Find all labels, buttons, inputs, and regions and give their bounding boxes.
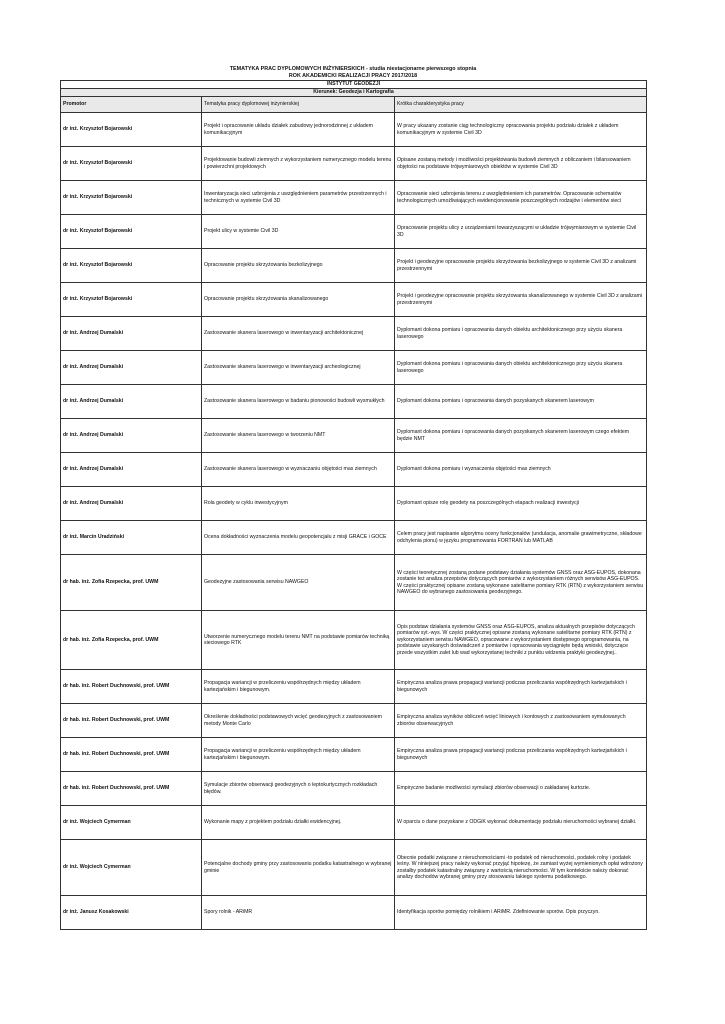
topic-cell: Inwentaryzacja sieci uzbrojenia z uwzględnieniem parametrów przestrzennych i technicznych w systemie Civil 3D — [202, 181, 395, 215]
topic-cell: Projektowanie budowli ziemnych z wykorzystaniem numerycznego modelu terenu i powierzchni projektowych — [202, 147, 395, 181]
description-cell: Empiryczne badanie możliwości symulacji zbiorów obserwacji o zakładanej kurtozie. — [395, 772, 647, 806]
table-row — [61, 772, 647, 806]
promoter-cell: dr hab. inż. Robert Duchnowski, prof. UWM — [61, 704, 202, 738]
promoter-cell: dr hab. inż. Zofia Rzepecka, prof. UWM — [61, 611, 202, 670]
topic-cell: Projekt ulicy w systemie Civil 3D — [202, 215, 395, 249]
description-cell: Opis podstaw działania systemów GNSS oraz ASG-EUPOS, analiza aktualnych przepisów dotyczących pomiarów syt.-wys. W części praktycznej opisane zostaną wykonane satelitarne pomiary RTK (RTN) z wykorzystaniem serwisu NAWGEO, opracowane z wykorzystaniem dostępnego oprogramowania, na podstawie uzyskanych doświadczeń z pomiarów i opracowania wyciągnięte będą wnioski, dotyczące przede wszystkim zalet lub wad wykorzystanej techniki z punktu widzenia praktyki geodezyjnej.. — [395, 611, 647, 670]
table-row — [61, 385, 647, 419]
topic-cell: Wykonanie mapy z projektem podziału działki ewidencyjnej. — [202, 806, 395, 840]
description-cell: Empiryczna analiza wyników obliczeń wcięć liniowych i kontowych z zastosowaniem symulowanych zbiorów obserwacyjnych — [395, 704, 647, 738]
topic-cell: Zastosowanie skanera laserowego w wyznaczaniu objętości mas ziemnych — [202, 453, 395, 487]
description-cell: Obecnie podatki związane z nieruchomościami -to podatek od nieruchomości, podatek rolny i podatek leśny. W niniejszej pracy należy wykonać przyjąć hipotezę, że zamiast wyżej wymienionych opłat wdrożony zostałby podatek katastralny związany z wartością nieruchomości. W tym kontekście należy dokonać analizy dochodów wybranej gminy przy stosowaniu takiego systemu podatkowego. — [395, 840, 647, 896]
table-row — [61, 487, 647, 521]
topic-cell: Propagacja wariancji w przeliczeniu współrzędnych między układem kartezjańskim i biegunowym. — [202, 670, 395, 704]
promoter-cell: dr inż. Wojciech Cymerman — [61, 806, 202, 840]
column-header-promotor: Promotor — [61, 97, 202, 113]
description-cell: Dyplomant opisze rolę geodety na poszczególnych etapach realizacji inwestycji — [395, 487, 647, 521]
table-row — [61, 738, 647, 772]
topic-cell: Utworzenie numerycznego modelu terenu NMT na podstawie pomiarów techniką sieciowego RTK — [202, 611, 395, 670]
topic-cell: Spory rolnik - ARiMR — [202, 896, 395, 930]
promoter-cell: dr hab. inż. Zofia Rzepecka, prof. UWM — [61, 555, 202, 611]
topics-table-body — [61, 113, 647, 930]
description-cell: Dyplomant dokona pomiaru i opracowania danych obiektu architektonicznego przy użyciu skanera laserowego — [395, 317, 647, 351]
promoter-cell: dr inż. Andrzej Dumalski — [61, 385, 202, 419]
description-cell: Identyfikacja sporów pomiędzy rolnikiem i ARiMR. Zdefiniowanie sporów. Opis przyczyn. — [395, 896, 647, 930]
topic-cell: Zastosowanie skanera laserowego w inwentaryzacji architektonicznej — [202, 317, 395, 351]
table-row — [61, 806, 647, 840]
promoter-cell: dr inż. Andrzej Dumalski — [61, 351, 202, 385]
promoter-cell: dr inż. Krzysztof Bojarowski — [61, 113, 202, 147]
description-cell: W części teoretycznej zostaną podane podstawy działania systemów GNSS oraz ASG-EUPOS, dokonana zostanie też analiza przepisów dotyczących pomiarów z wykorzystaniem różnych serwisów ASG-EUPOS. W części praktycznej opisane zostaną wykonane satelitarne pomiary RTK (RTN) z wykorzystaniem serwisu NAWGEO do wybranego zastosowania geodezyjnego. — [395, 555, 647, 611]
table-row — [61, 611, 647, 670]
academic-year-title: ROK AKADEMICKI REALIZACJI PRACY 2017/2018 — [288, 73, 418, 79]
topic-cell: Geodezyjne zastosowania serwisu NAWGEO — [202, 555, 395, 611]
description-cell: Celem pracy jest napisanie algorytmu oceny funkcjonałów (undulacja, anomalie grawimetryczne, składowe odchylenia pionu) w języku programowania FORTRAN lub MATLAB — [395, 521, 647, 555]
topic-cell: Potencjalne dochody gminy przy zastosowaniu podatku katastralnego w wybranej gminie — [202, 840, 395, 896]
promoter-cell: dr inż. Andrzej Dumalski — [61, 419, 202, 453]
topic-cell: Symulacje zbiorów obserwacji geodezyjnych o leptokurtycznych rozkładach błędów. — [202, 772, 395, 806]
field-label: Kierunek: Geodezja i Kartografia — [61, 89, 647, 97]
promoter-cell: dr inż. Andrzej Dumalski — [61, 453, 202, 487]
table-row — [61, 113, 647, 147]
promoter-cell: dr inż. Andrzej Dumalski — [61, 317, 202, 351]
promoter-cell: dr hab. inż. Robert Duchnowski, prof. UWM — [61, 738, 202, 772]
description-cell: Dyplomant dokona pomiaru i opracowania danych obiektu architektonicznego przy użyciu skanera laserowego — [395, 351, 647, 385]
topic-cell: Ocena dokładności wyznaczenia modelu geopotencjału z misji GRACE i GOCE — [202, 521, 395, 555]
description-cell: Projekt i geodezyjne opracowanie projektu skrzyżowania skanalizowanego w systemie Civil 3D z analizami przestrzennymi — [395, 283, 647, 317]
table-row — [61, 181, 647, 215]
topic-cell: Zastosowanie skanera laserowego w badaniu pionowości budowli wysmukłych — [202, 385, 395, 419]
promoter-cell: dr inż. Marcin Uradziński — [61, 521, 202, 555]
description-cell: Dyplomant dokona pomiaru i wyznaczenia objętości mas ziemnych — [395, 453, 647, 487]
table-row — [61, 249, 647, 283]
promoter-cell: dr inż. Krzysztof Bojarowski — [61, 147, 202, 181]
table-row — [61, 419, 647, 453]
description-cell: Dyplomant dokona pomiaru i opracowania danych pozyskanych skanerem laserowym czego efektem będzie NMT — [395, 419, 647, 453]
topic-cell: Zastosowanie skanera laserowego w tworzeniu NMT — [202, 419, 395, 453]
table-row — [61, 521, 647, 555]
topic-cell: Opracowanie projektu skrzyżowania bezkolizyjnego — [202, 249, 395, 283]
institute-label: INSTYTUT GEODEZJI — [61, 81, 647, 89]
column-header-topic: Tematyka pracy dyplomowej inżynierskiej — [202, 97, 395, 113]
topics-table — [60, 80, 647, 930]
table-row — [61, 317, 647, 351]
table-row — [61, 670, 647, 704]
topic-cell: Opracowanie projektu skrzyżowania skanalizowanego — [202, 283, 395, 317]
topic-cell: Projekt i opracowanie układu działek zabudowy jednorodzinnej z układem komunikacyjnym — [202, 113, 395, 147]
table-row — [61, 215, 647, 249]
promoter-cell: dr hab. inż. Robert Duchnowski, prof. UWM — [61, 670, 202, 704]
topic-cell: Określenie dokładności podstawowych wcięć geodezyjnych z zastosowaniem metody Monte Carlo — [202, 704, 395, 738]
promoter-cell: dr inż. Krzysztof Bojarowski — [61, 249, 202, 283]
table-row — [61, 351, 647, 385]
field-row — [61, 89, 647, 97]
table-row — [61, 453, 647, 487]
topic-cell: Rola geodety w cyklu inwestycyjnym — [202, 487, 395, 521]
promoter-cell: dr inż. Andrzej Dumalski — [61, 487, 202, 521]
promoter-cell: dr inż. Krzysztof Bojarowski — [61, 283, 202, 317]
description-cell: Dyplomant dokona pomiaru i opracowania danych pozyskanych skanerem laserowym — [395, 385, 647, 419]
table-row — [61, 896, 647, 930]
table-row — [61, 283, 647, 317]
table-row — [61, 555, 647, 611]
document-title: TEMATYKA PRAC DYPLOMOWYCH INŻYNIERSKICH - studia niestacjonarne pierwszego stopnia — [229, 66, 477, 72]
promoter-cell: dr inż. Krzysztof Bojarowski — [61, 215, 202, 249]
description-cell: Opracowanie projektu ulicy z urządzeniami towarzyszącymi w układzie trójwymiarowym w systemie Civil 3D — [395, 215, 647, 249]
promoter-cell: dr inż. Krzysztof Bojarowski — [61, 181, 202, 215]
table-row — [61, 704, 647, 738]
topic-cell: Zastosowanie skanera laserowego w inwentaryzacji archeologicznej — [202, 351, 395, 385]
description-cell: Empiryczna analiza prawa propagacji wariancji podczas przeliczania współrzędnych kartezjańskich i biegunowych — [395, 738, 647, 772]
promoter-cell: dr inż. Janusz Kosakowski — [61, 896, 202, 930]
promoter-cell: dr hab. inż. Robert Duchnowski, prof. UWM — [61, 772, 202, 806]
table-row — [61, 840, 647, 896]
description-cell: W pracy ukazany zostanie ciąg technologiczny opracowania projektu podziału działek z układem komunikacyjnym w systemie Civil 3D — [395, 113, 647, 147]
table-row — [61, 147, 647, 181]
promoter-cell: dr inż. Wojciech Cymerman — [61, 840, 202, 896]
description-cell: Opracowanie sieci uzbrojenia terenu z uwzględnieniem ich parametrów. Opracowanie schematów technologicznych umożliwiających ewidencjonowanie poszczególnych rodzajów i elementów sieci — [395, 181, 647, 215]
institute-row — [61, 81, 647, 89]
column-header-description: Krótka charakterystyka pracy — [395, 97, 647, 113]
topic-cell: Propagacja wariancji w przeliczeniu współrzędnych między układem kartezjańskim i biegunowym. — [202, 738, 395, 772]
description-cell: Projekt i geodezyjne opracowanie projektu skrzyżowania bezkolizyjnego w systemie Civil 3D z analizami przestrzennymi — [395, 249, 647, 283]
column-header-row — [61, 97, 647, 113]
description-cell: Empiryczna analiza prawa propagacji wariancji podczas przeliczania współrzędnych kartezjańskich i biegunowych — [395, 670, 647, 704]
description-cell: W oparciu o dane pozyskane z ODGiK wykonać dokumentację podziału nieruchomości wybranej działki. — [395, 806, 647, 840]
description-cell: Opisane zostaną metody i możliwości projektowania budowli ziemnych z obliczaniem i bilansowaniem objętości na podstawie trójwymiarowych obiektów w systemie Civil 3D — [395, 147, 647, 181]
